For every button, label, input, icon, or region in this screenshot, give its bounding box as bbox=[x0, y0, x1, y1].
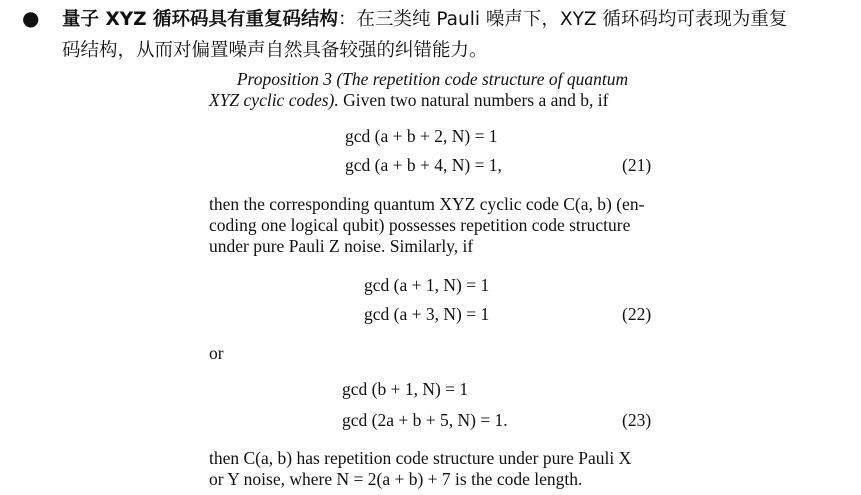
bullet-dot: ● bbox=[22, 6, 40, 30]
eq23-number: (23) bbox=[622, 410, 652, 430]
proposition-title-line2: XYZ cyclic codes). Given two natural numbers a and b, if bbox=[209, 90, 609, 110]
eq21-number: (21) bbox=[622, 155, 652, 175]
para3-line2: or Y noise, where N = 2(a + b) + 7 is the code length. bbox=[209, 469, 583, 489]
intro-line-1 bbox=[62, 5, 857, 31]
eq21-line2: gcd (a + b + 4, N) = 1, bbox=[345, 155, 502, 175]
or-text: or bbox=[209, 343, 224, 363]
intro-heading-rest: ：在三类纯 Pauli 噪声下，XYZ 循环码均可表现为重复 bbox=[337, 9, 788, 30]
proposition-paragraph-2 bbox=[209, 194, 656, 257]
para2-line2: coding one logical qubit) possesses repetition code structure bbox=[209, 215, 631, 235]
eq22-line1: gcd (a + 1, N) = 1 bbox=[364, 275, 490, 295]
proposition-title bbox=[209, 69, 656, 111]
eq22-line2: gcd (a + 3, N) = 1 bbox=[364, 304, 490, 324]
intro-heading-bold: 量子 XYZ 循环码具有重复码结构 bbox=[62, 9, 338, 30]
proposition-title-line1: Proposition 3 (The repetition code structure of quantum bbox=[236, 69, 629, 89]
intro-line-2: 码结构，从而对偏置噪声自然具备较强的纠错能力。 bbox=[62, 40, 488, 61]
eq23-line1: gcd (b + 1, N) = 1 bbox=[342, 379, 469, 399]
para2-line1: then the corresponding quantum XYZ cyclic code C(a, b) (en- bbox=[209, 194, 645, 214]
para3-line1: then C(a, b) has repetition code structure under pure Pauli X bbox=[209, 448, 632, 468]
proposition-paragraph-3 bbox=[209, 448, 656, 490]
eq23-line2: gcd (2a + b + 5, N) = 1. bbox=[342, 410, 508, 430]
eq22-number: (22) bbox=[622, 304, 652, 324]
eq21-line1: gcd (a + b + 2, N) = 1 bbox=[345, 126, 498, 146]
para2-line3: under pure Pauli Z noise. Similarly, if bbox=[209, 236, 474, 256]
